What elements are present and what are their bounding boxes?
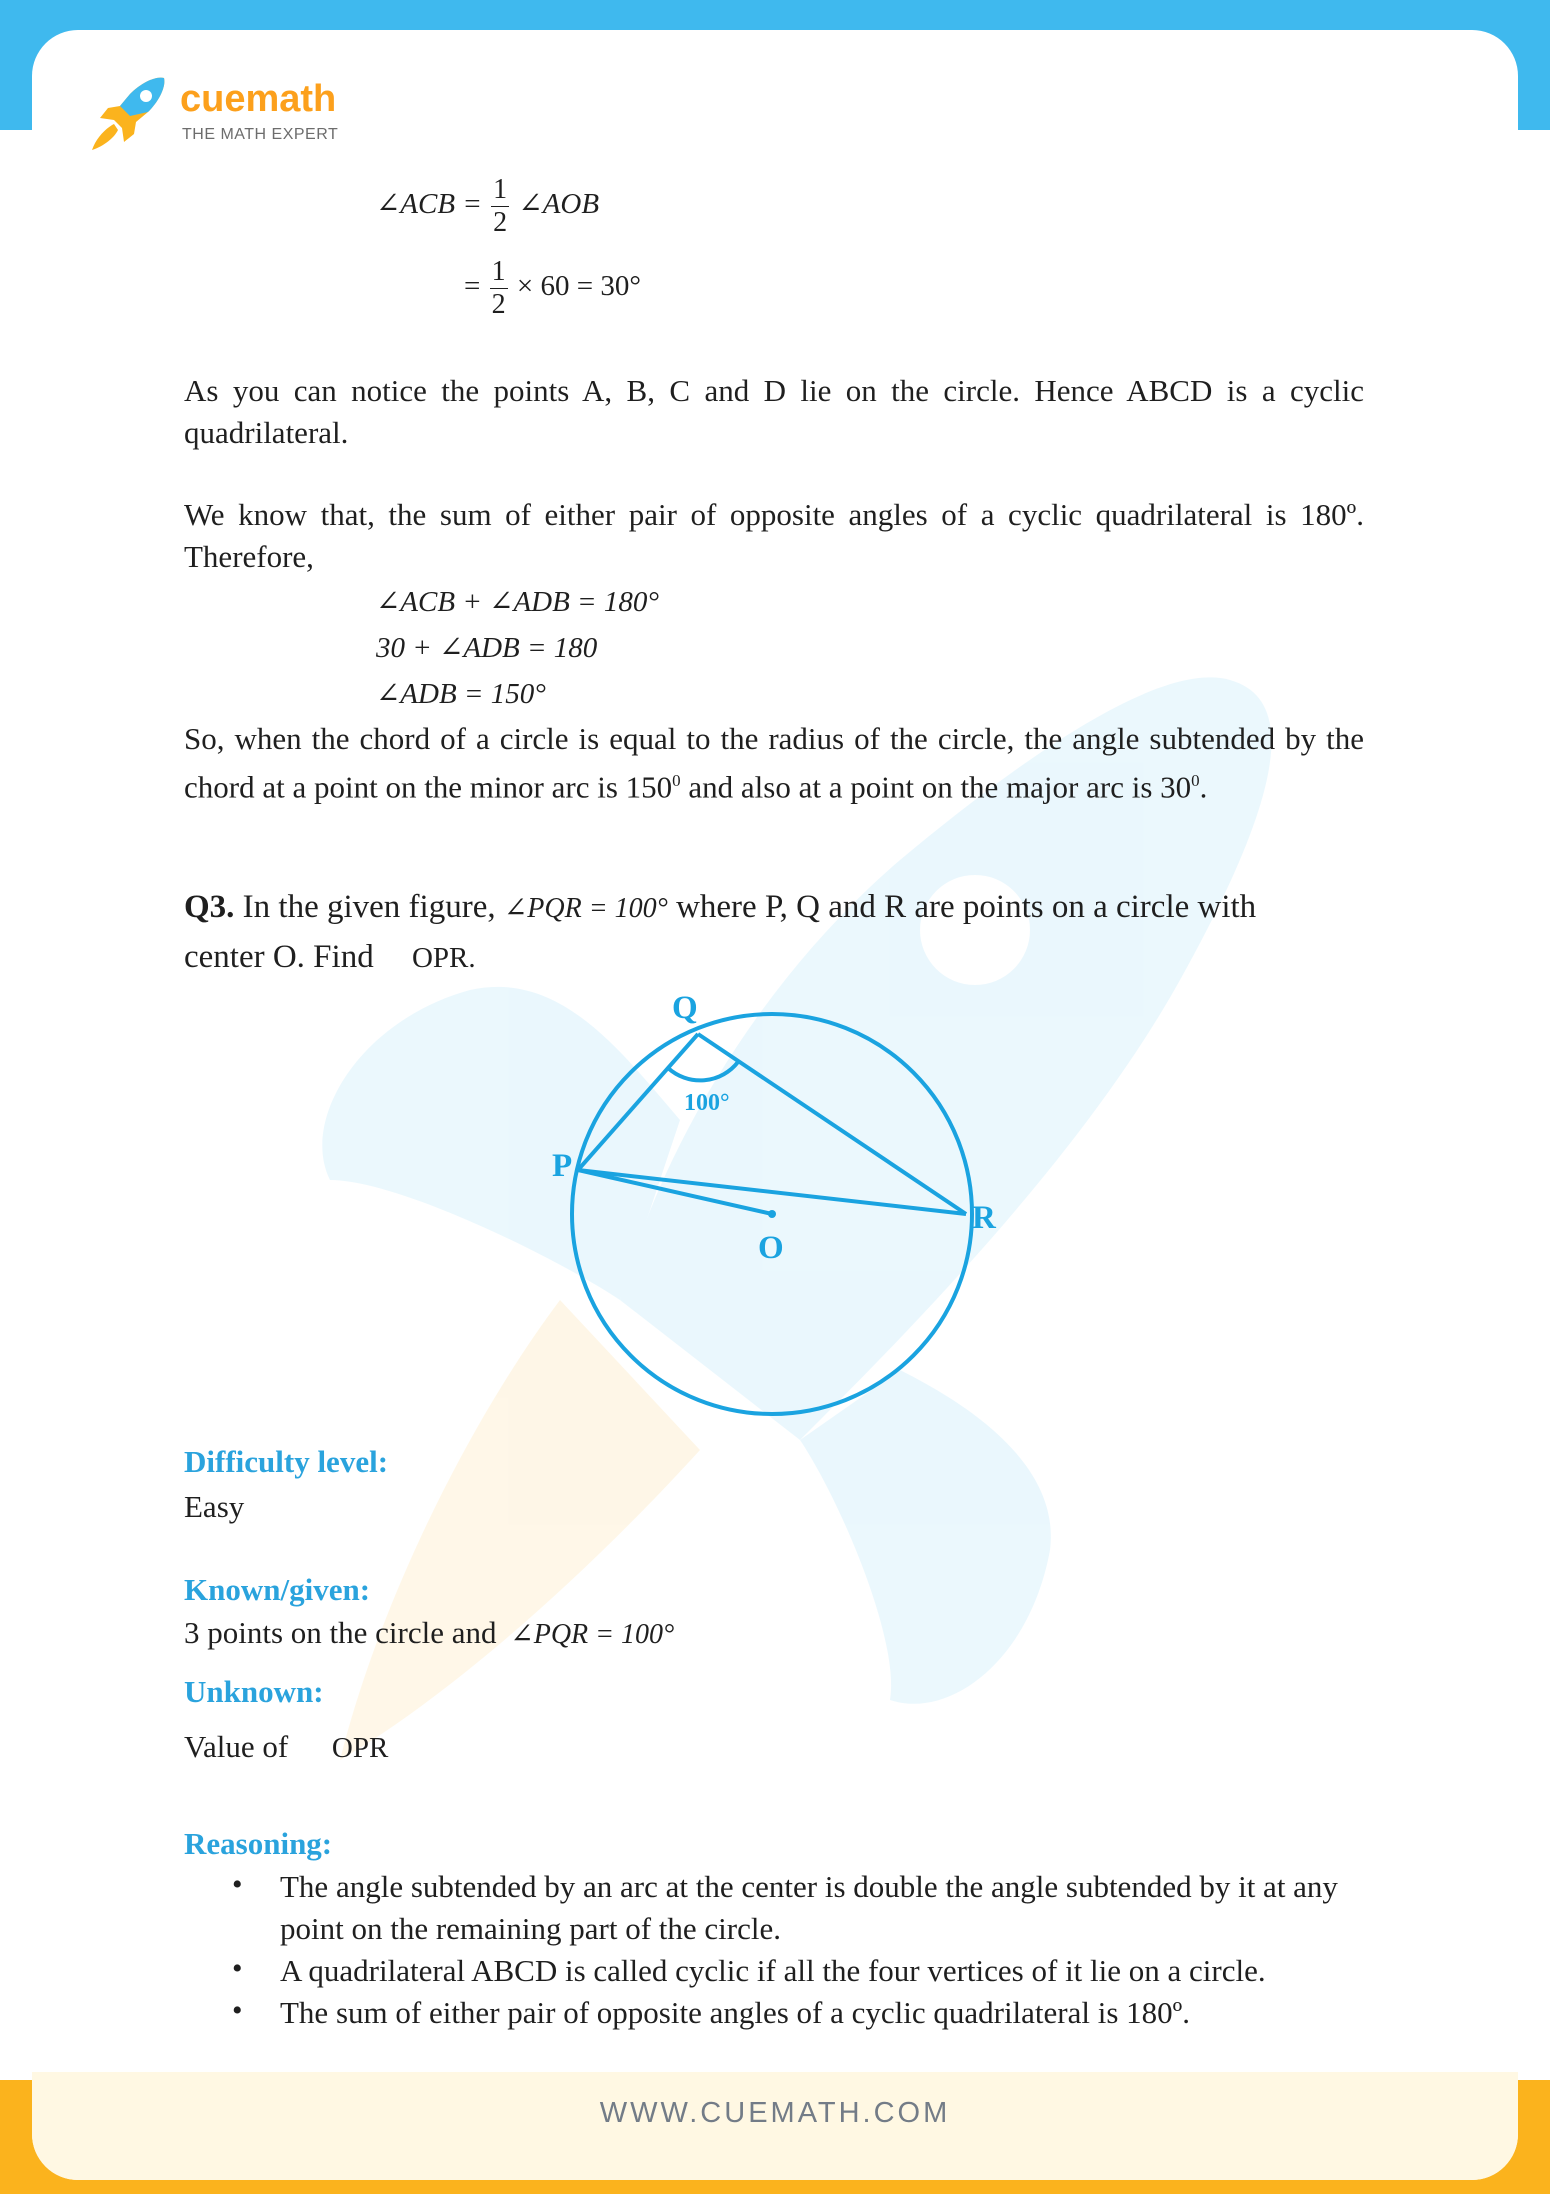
paragraph-sum: We know that, the sum of either pair of opposite angles of a cyclic quadrilateral is 180º. Therefore, [184, 497, 1364, 574]
angle-arc [668, 1062, 738, 1080]
degree-sup-a: 0 [672, 771, 681, 790]
question-text-c: center O. Find [184, 939, 374, 975]
equation-value-lhs: = [464, 270, 481, 303]
equation-sum: ∠ACB + ∠ADB = 180° [376, 586, 659, 618]
fraction-den-2: 2 [491, 289, 506, 320]
known-heading: Known/given: [184, 1572, 371, 1607]
difficulty-value: Easy [184, 1489, 245, 1524]
unknown-angle: OPR [331, 1732, 389, 1764]
equation-acb-lhs: ∠ACB = [376, 188, 482, 221]
question-label: Q3. [184, 889, 235, 925]
unknown-text: Value of [184, 1729, 289, 1764]
degree-sup-b: 0 [1191, 771, 1200, 790]
conclusion-text-b: and also at a point on the major arc is 30 [680, 769, 1192, 805]
conclusion-text-a: So, when the chord of a circle is equal to the radius of the circle, the angle subtended by the chord at a point on the minor arc is 150 [184, 721, 1364, 805]
bullet-2-marker: • [232, 1952, 243, 1985]
footer-url[interactable]: WWW.CUEMATH.COM [599, 2097, 951, 2129]
label-p: P [552, 1148, 573, 1184]
center-dot [768, 1210, 776, 1218]
reasoning-bullet-3: The sum of either pair of opposite angles of a cyclic quadrilateral is 180º. [280, 1995, 1191, 2030]
question-math: ∠PQR = 100° [503, 893, 668, 924]
difficulty-heading: Difficulty level: [184, 1444, 389, 1479]
fraction-num-2: 1 [491, 256, 506, 287]
fraction-num: 1 [493, 174, 508, 205]
chord-pq [578, 1034, 698, 1170]
question-text-a: In the given figure, [242, 889, 496, 925]
bullet-3-marker: • [232, 1994, 243, 2027]
equation-adb: ∠ADB = 150° [376, 678, 546, 710]
fraction-den: 2 [493, 207, 508, 238]
known-value [184, 1612, 674, 1656]
question-find: OPR. [411, 942, 476, 974]
radius-po [578, 1170, 772, 1214]
label-o: O [758, 1230, 784, 1266]
brand-tagline: THE MATH EXPERT [182, 126, 339, 143]
equation-acb-rhs: ∠AOB [518, 188, 600, 221]
unknown-heading: Unknown: [184, 1674, 324, 1709]
known-text: 3 points on the circle and [184, 1615, 497, 1650]
known-math: ∠PQR = 100° [510, 1619, 675, 1650]
equation-value-rhs: × 60 = 30° [516, 270, 641, 303]
label-q: Q [672, 990, 698, 1026]
reasoning-bullet-1: The angle subtended by an arc at the center is double the angle subtended by it at any point on the remaining part of the circle. [280, 1869, 1338, 1946]
label-r: R [972, 1200, 996, 1236]
reasoning-heading: Reasoning: [184, 1826, 333, 1861]
bullet-1-marker: • [232, 1868, 243, 1901]
paragraph-cyclic: As you can notice the points A, B, C and D lie on the circle. Hence ABCD is a cyclic quadrilateral. [184, 373, 1364, 450]
question-text-b: where P, Q and R are points on a circle with [676, 889, 1257, 925]
label-angle: 100° [684, 1090, 730, 1116]
reasoning-bullet-2: A quadrilateral ABCD is called cyclic if all the four vertices of it lie on a circle. [280, 1953, 1266, 1988]
brand-name: cuemath [180, 78, 337, 120]
conclusion-text-c: . [1199, 769, 1208, 805]
equation-substitute: 30 + ∠ADB = 180 [376, 632, 598, 664]
unknown-value [184, 1726, 388, 1769]
